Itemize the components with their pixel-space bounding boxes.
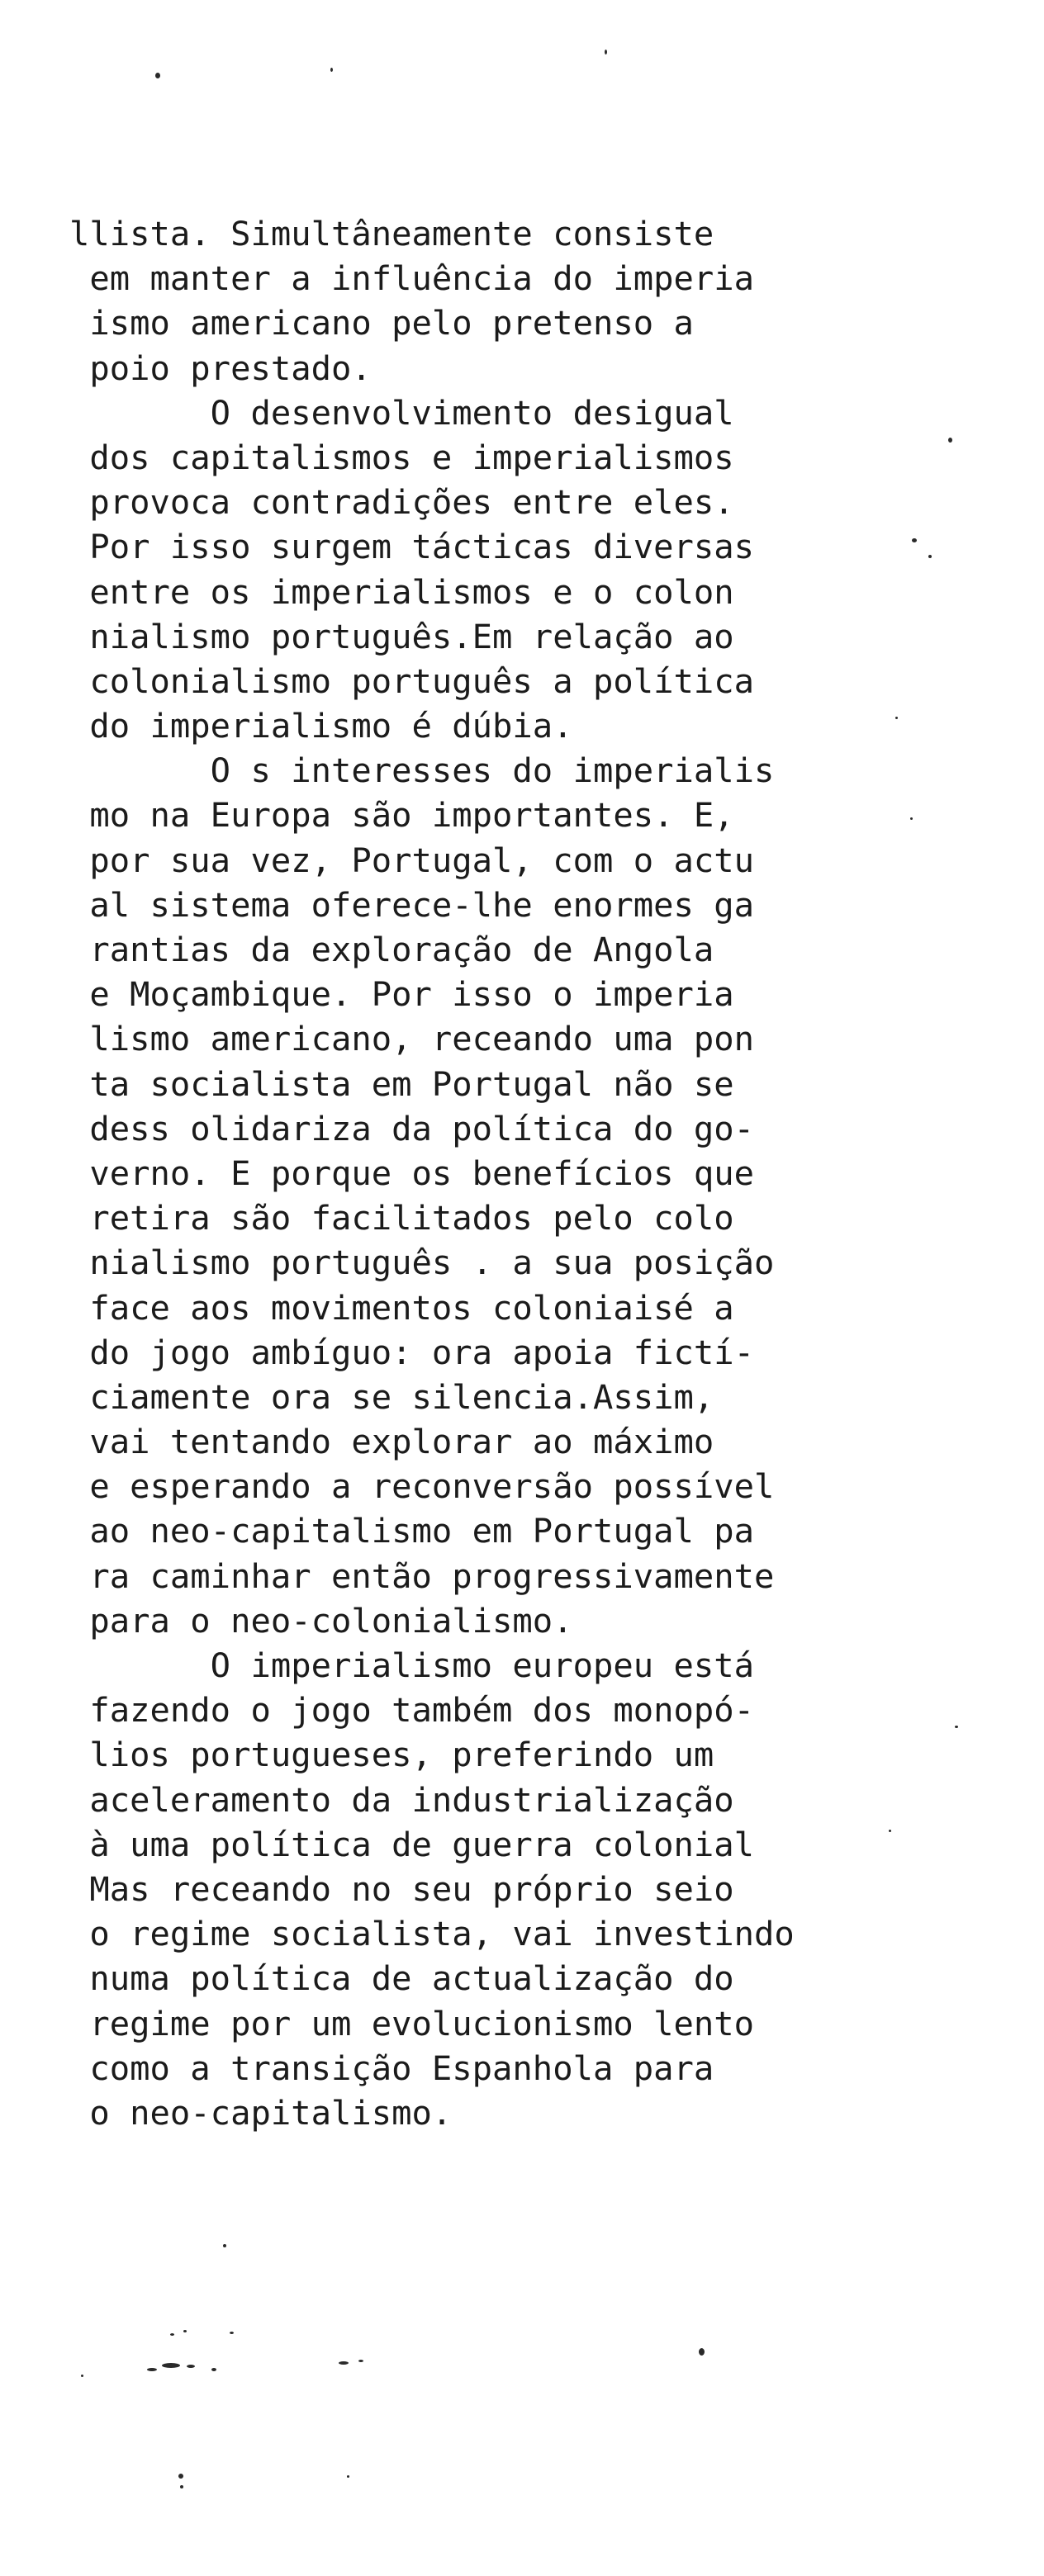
scan-speck [347, 2475, 349, 2478]
text-line: ismo americano pelo pretenso a [69, 303, 694, 343]
text-line: mo na Europa são importantes. E, [69, 795, 734, 836]
text-line: nialismo português.Em relação ao [69, 616, 734, 656]
text-line: vai tentando explorar ao máximo [69, 1422, 714, 1462]
text-line: ta socialista em Portugal não se [69, 1063, 734, 1104]
text-line: poio prestado. [69, 348, 372, 388]
text-line: llista. Simultâneamente consiste [69, 214, 714, 253]
scan-speck [170, 2333, 174, 2336]
text-line: verno. E porque os benefícios que [69, 1153, 755, 1193]
text-line: dess olidariza da política do go- [69, 1108, 755, 1148]
text-line: em manter a influência do imperia [69, 258, 755, 299]
scan-speck [605, 50, 607, 54]
scan-speck [211, 2368, 216, 2371]
scan-speck [910, 817, 913, 820]
text-line: e Moçambique. Por isso o imperia [69, 974, 734, 1015]
text-line: O desenvolvimento desigual [69, 392, 734, 433]
text-line: provoca contradições entre eles. [69, 482, 734, 523]
text-line: fazendo o jogo também dos monopó- [69, 1690, 755, 1731]
text-line: ao neo-capitalismo em Portugal pa [69, 1511, 755, 1551]
text-line: nialismo português . a sua posição [69, 1243, 775, 1283]
text-line: face aos movimentos coloniaisé a [69, 1287, 734, 1328]
scan-speck [889, 1830, 891, 1832]
scan-speck [948, 438, 952, 443]
text-line: Por isso surgem tácticas diversas [69, 527, 755, 567]
scan-speck [330, 68, 333, 72]
text-line: ciamente ora se silencia.Assim, [69, 1376, 714, 1417]
text-line: al sistema oferece-lhe enormes ga [69, 884, 755, 925]
scan-speck [358, 2360, 363, 2362]
text-line: por sua vez, Portugal, com o actu [69, 840, 755, 880]
text-line: entre os imperialismos e o colon [69, 571, 734, 612]
scan-speck [147, 2368, 157, 2371]
scan-speck [895, 717, 898, 719]
scan-speck [187, 2365, 195, 2368]
text-line: aceleramento da industrialização [69, 1779, 734, 1820]
scan-speck [955, 1726, 958, 1728]
text-line: ra caminhar então progressivamente [69, 1556, 775, 1596]
scan-speck [180, 2485, 183, 2488]
text-line: para o neo-colonialismo. [69, 1600, 573, 1641]
text-line: dos capitalismos e imperialismos [69, 437, 734, 477]
text-line: Mas receando no seu próprio seio [69, 1868, 734, 1909]
text-line: lios portugueses, preferindo um [69, 1735, 714, 1775]
text-line: O imperialismo europeu está [69, 1646, 755, 1685]
typewritten-text-body [69, 211, 986, 2135]
scan-speck [339, 2361, 349, 2365]
text-line: numa política de actualização do [69, 1958, 734, 1999]
scan-speck [223, 2244, 226, 2247]
text-line: como a transição Espanhola para [69, 2048, 714, 2088]
text-line: retira são facilitados pelo colo [69, 1198, 734, 1238]
text-line: do jogo ambíguo: ora apoia fictí- [69, 1332, 755, 1372]
scan-speck [912, 538, 917, 542]
scan-speck [81, 2375, 83, 2377]
text-line: o regime socialista, vai investindo [69, 1914, 795, 1954]
scan-speck [155, 73, 160, 78]
scan-speck [183, 2330, 187, 2332]
scan-speck [699, 2348, 705, 2356]
text-line: regime por um evolucionismo lento [69, 2003, 755, 2043]
text-line: à uma política de guerra colonial [69, 1824, 755, 1864]
text-line: lismo americano, receando uma pon [69, 1019, 755, 1059]
text-line: e esperando a reconversão possível [69, 1466, 775, 1507]
scan-speck [928, 555, 932, 558]
text-line: rantias da exploração de Angola [69, 930, 714, 969]
text-line: colonialismo português a política [69, 661, 755, 701]
scan-speck [230, 2332, 234, 2334]
text-line: do imperialismo é dúbia. [69, 706, 573, 746]
scan-speck [162, 2363, 180, 2368]
scan-speck [178, 2474, 183, 2479]
text-line: o neo-capitalismo. [69, 2092, 453, 2133]
text-line: O s interesses do imperialis [69, 751, 775, 791]
